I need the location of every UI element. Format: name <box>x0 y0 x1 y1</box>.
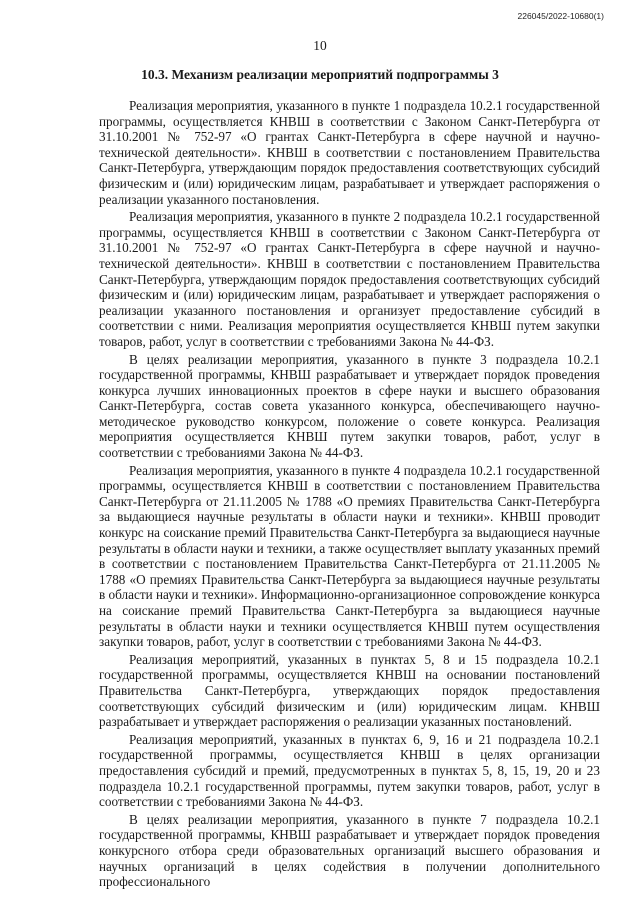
paragraph-1: Реализация мероприятия, указанного в пункте 1 подраздела 10.2.1 государственной программы, осуществляется КНВШ в соответствии с Законом Санкт-Петербурга от 31.10.2001 № 752-97 «О грантах Санкт-Петербурга в сфере научной и научно-технической деятельности». КНВШ в соответствии с постановлением Правительства Санкт-Петербурга, утверждающим порядок предоставления соответствующих субсидий физическим и (или) юридическим лицам, разрабатывает и утверждает распоряжения о реализации указанного постановления. <box>99 98 600 207</box>
document-body <box>99 98 600 892</box>
document-registration-number: 226045/2022-10680(1) <box>517 11 604 21</box>
paragraph-5: Реализация мероприятий, указанных в пунктах 5, 8 и 15 подраздела 10.2.1 государственной программы, осуществляется КНВШ на основании постановлений Правительства Санкт-Петербурга, утверждающих порядок предоставления соответствующих субсидий физическим и (или) юридическим лицам. КНВШ разрабатывает и утверждает распоряжения о реализации указанных постановлений. <box>99 651 600 730</box>
paragraph-4: Реализация мероприятия, указанного в пункте 4 подраздела 10.2.1 государственной программы, осуществляется КНВШ в соответствии с постановлением Правительства Санкт-Петербурга от 21.11.2005 № 1788 «О премиях Правительства Санкт-Петербурга за выдающиеся научные результаты в области науки и техники». КНВШ проводит конкурс на соискание премий Правительства Санкт-Петербурга за выдающиеся научные результаты в области науки и техники, а также осуществляет выплату указанных премий в соответствии с постановлением Правительства Санкт-Петербурга от 21.11.2005 № 1788 «О премиях Правительства Санкт-Петербурга за выдающиеся научные результаты в области науки и техники». Информационно-организационное сопровождение конкурса на соискание премий Правительства Санкт-Петербурга за выдающиеся научные результаты в области науки и техники осуществляется КНВШ путем осуществления закупки товаров, работ, услуг в соответствии с требованиями Закона № 44-ФЗ. <box>99 462 600 650</box>
paragraph-3: В целях реализации мероприятия, указанного в пункте 3 подраздела 10.2.1 государственной программы, КНВШ разрабатывает и утверждает порядок проведения конкурса лучших инновационных проектов в сфере науки и высшего образования Санкт-Петербурга, состав совета указанного конкурса, обеспечивающего научно-методическое руководство конкурсом, положение о совете конкурса. Реализация мероприятия осуществляется КНВШ путем закупки товаров, работ, услуг в соответствии с требованиями Закона № 44-ФЗ. <box>99 351 600 461</box>
paragraph-6: Реализация мероприятий, указанных в пунктах 6, 9, 16 и 21 подраздела 10.2.1 государственной программы, осуществляется КНВШ в целях организации предоставления субсидий и премий, предусмотренных в пунктах 5, 8, 15, 19, 20 и 23 подраздела 10.2.1 государственной программы, путем закупки товаров, работ, услуг в соответствии с требованиями Закона № 44-ФЗ. <box>99 731 600 810</box>
paragraph-2: Реализация мероприятия, указанного в пункте 2 подраздела 10.2.1 государственной программы, осуществляется КНВШ в соответствии с Законом Санкт-Петербурга от 31.10.2001 № 752-97 «О грантах Санкт-Петербурга в сфере научной и научно-технической деятельности». КНВШ в соответствии с постановлением Правительства Санкт-Петербурга, утверждающим порядок предоставления соответствующих субсидий физическим и (или) юридическим лицам, разрабатывает и утверждает распоряжения о реализации указанного постановления и организует предоставление субсидий в соответствии с ними. Реализация мероприятия осуществляется КНВШ путем закупки товаров, работ, услуг в соответствии с требованиями Закона № 44-ФЗ. <box>99 209 600 349</box>
page-number: 10 <box>313 38 327 53</box>
section-heading: 10.3. Механизм реализации мероприятий подпрограммы 3 <box>141 67 499 82</box>
paragraph-7: В целях реализации мероприятия, указанного в пункте 7 подраздела 10.2.1 государственной программы, КНВШ разрабатывает и утверждает порядок проведения конкурсного отбора среди образовательных организаций высшего образования и научных организаций в целях содействия в получении дополнительного профессионального <box>99 811 600 890</box>
